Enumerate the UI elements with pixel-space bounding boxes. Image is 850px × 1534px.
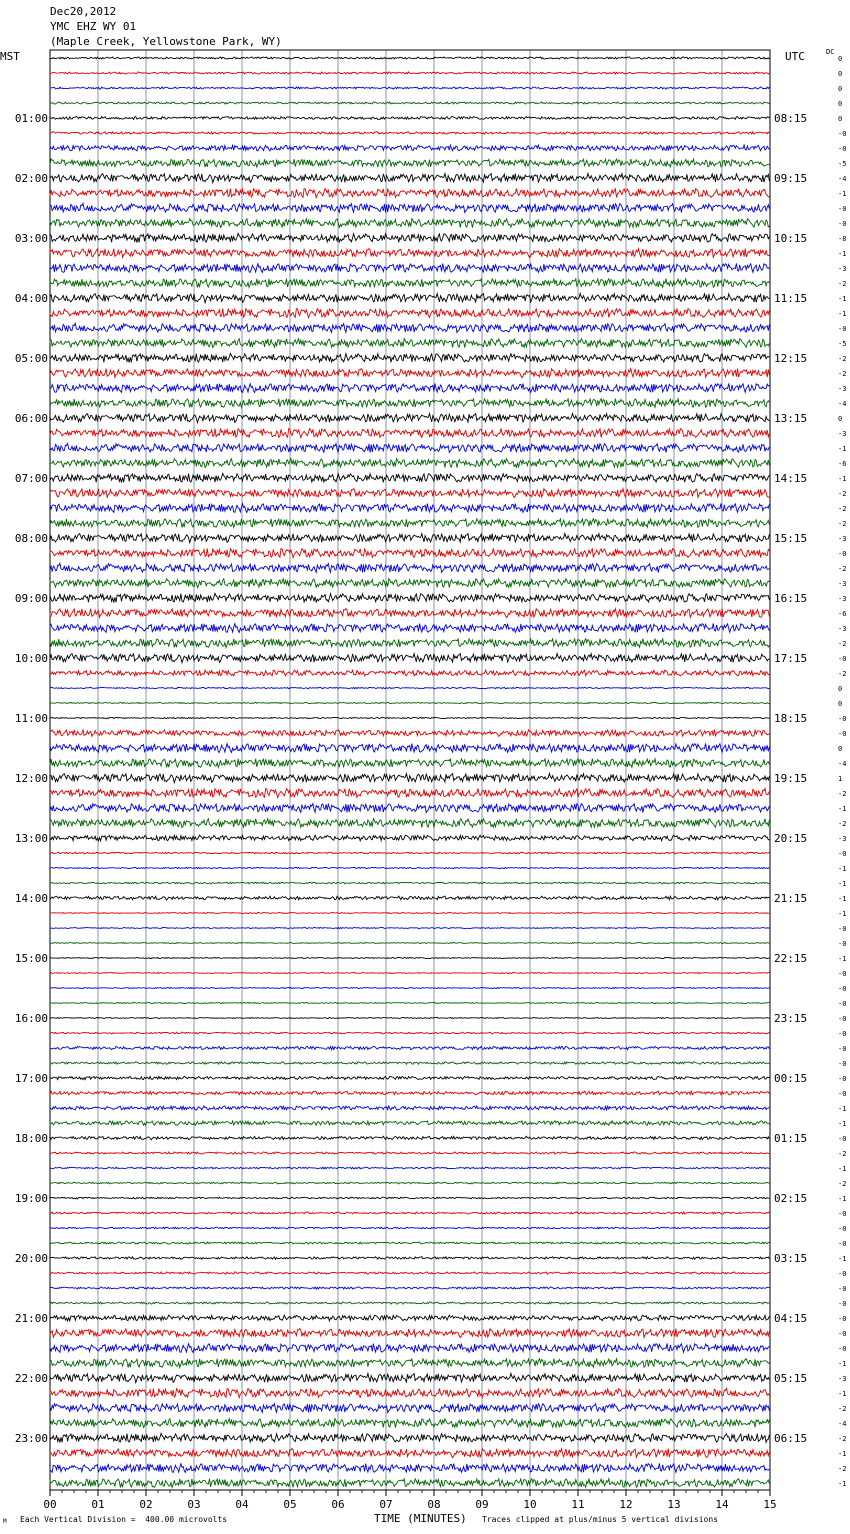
- dc-offset-label: -4: [838, 1420, 847, 1428]
- x-tick-label: 15: [763, 1498, 777, 1511]
- utc-hour-label: 06:15: [774, 1432, 808, 1445]
- dc-offset-label: -2: [838, 1150, 847, 1158]
- utc-hour-label: 09:15: [774, 172, 808, 185]
- mst-hour-label: 20:00: [14, 1252, 48, 1265]
- dc-offset-label: -0: [838, 1345, 847, 1353]
- x-axis-label: TIME (MINUTES): [374, 1512, 467, 1525]
- dc-offset-label: -6: [838, 460, 847, 468]
- seismic-trace: [50, 459, 769, 468]
- seismic-trace: [50, 912, 769, 913]
- x-tick-label: 07: [379, 1498, 393, 1511]
- mst-hour-label: 02:00: [14, 172, 48, 185]
- seismic-trace: [50, 1091, 769, 1095]
- dc-offset-label: -2: [838, 490, 847, 498]
- dc-offset-label: -3: [838, 1375, 847, 1383]
- dc-offset-label: -0: [838, 985, 847, 993]
- dc-offset-label: -1: [838, 910, 847, 918]
- seismic-trace: [50, 1433, 769, 1442]
- dc-offset-label: -3: [838, 430, 847, 438]
- mst-hour-label: 15:00: [14, 952, 48, 965]
- seismic-trace: [50, 1388, 769, 1397]
- dc-offset-label: -2: [838, 790, 847, 798]
- seismic-trace: [50, 145, 769, 151]
- seismic-trace: [50, 670, 769, 676]
- seismic-trace: [50, 972, 769, 973]
- seismic-trace: [50, 159, 769, 167]
- utc-hour-label: 14:15: [774, 472, 808, 485]
- seismic-trace: [50, 219, 769, 228]
- seismic-trace: [50, 609, 769, 618]
- dc-offset-label: 0: [838, 115, 843, 123]
- dc-offset-label: 0: [838, 85, 843, 93]
- dc-offset-label: -5: [838, 160, 847, 168]
- plot-date: Dec20,2012: [50, 5, 117, 18]
- seismic-trace: [50, 1046, 769, 1049]
- seismic-trace: [50, 1479, 769, 1488]
- dc-offset-label: -0: [838, 325, 847, 333]
- dc-offset-label: -2: [838, 520, 847, 528]
- dc-offset-label: -1: [838, 1450, 847, 1458]
- seismic-trace: [50, 323, 769, 332]
- x-tick-label: 04: [235, 1498, 249, 1511]
- dc-offset-label: -0: [838, 940, 847, 948]
- dc-offset-label: -0: [838, 1240, 847, 1248]
- seismic-trace: [50, 1167, 769, 1169]
- dc-offset-label: -2: [838, 640, 847, 648]
- x-tick-label: 12: [619, 1498, 633, 1511]
- seismic-trace: [50, 579, 769, 588]
- dc-offset-label: -0: [838, 205, 847, 213]
- seismic-trace: [50, 1136, 769, 1140]
- dc-offset-label: -8: [838, 235, 847, 243]
- right-timezone-label: UTC: [785, 50, 805, 63]
- utc-hour-label: 02:15: [774, 1192, 808, 1205]
- dc-offset-header: DC: [826, 48, 835, 56]
- scale-note: Each Vertical Division = 400.00 microvolts: [20, 1515, 228, 1524]
- seismic-trace: [50, 1197, 769, 1199]
- seismic-trace: [50, 882, 769, 884]
- utc-hour-label: 04:15: [774, 1312, 808, 1325]
- dc-offset-label: -1: [838, 1120, 847, 1128]
- seismic-trace: [50, 399, 769, 408]
- dc-offset-label: -1: [838, 895, 847, 903]
- dc-offset-label: -0: [838, 145, 847, 153]
- seismic-trace: [50, 443, 769, 452]
- seismic-trace: [50, 489, 769, 498]
- dc-offset-label: -0: [838, 715, 847, 723]
- dc-offset-label: -5: [838, 340, 847, 348]
- seismic-trace: [50, 702, 769, 703]
- utc-hour-label: 18:15: [774, 712, 808, 725]
- seismic-trace: [50, 473, 769, 482]
- utc-hour-label: 19:15: [774, 772, 808, 785]
- dc-offset-label: -2: [838, 820, 847, 828]
- dc-offset-label: -2: [838, 565, 847, 573]
- dc-offset-label: -1: [838, 295, 847, 303]
- x-tick-label: 10: [523, 1498, 537, 1511]
- seismic-trace: [50, 203, 769, 212]
- seismic-trace: [50, 1242, 769, 1244]
- mst-hour-label: 07:00: [14, 472, 48, 485]
- dc-offset-label: -3: [838, 385, 847, 393]
- dc-offset-label: -6: [838, 610, 847, 618]
- dc-offset-label: 0: [838, 700, 843, 708]
- dc-offset-label: -0: [838, 1330, 847, 1338]
- seismic-trace: [50, 189, 769, 198]
- seismic-trace: [50, 339, 769, 348]
- seismic-trace: [50, 1182, 769, 1184]
- seismic-trace: [50, 687, 769, 688]
- seismic-trace: [50, 1287, 769, 1289]
- dc-offset-label: 0: [838, 745, 843, 753]
- mst-hour-label: 04:00: [14, 292, 48, 305]
- mst-hour-label: 22:00: [14, 1372, 48, 1385]
- seismic-trace: [50, 896, 769, 900]
- seismic-trace: [50, 117, 769, 120]
- dc-offset-label: -1: [838, 1360, 847, 1368]
- seismic-trace: [50, 593, 769, 602]
- mst-hour-label: 13:00: [14, 832, 48, 845]
- dc-offset-label: 1: [838, 775, 843, 783]
- dc-offset-label: -0: [838, 850, 847, 858]
- dc-offset-label: -0: [838, 220, 847, 228]
- utc-hour-label: 08:15: [774, 112, 808, 125]
- dc-offset-label: -0: [838, 1285, 847, 1293]
- seismic-trace: [50, 867, 769, 868]
- seismic-trace: [50, 132, 769, 135]
- dc-offset-label: -0: [838, 1270, 847, 1278]
- seismic-trace: [50, 942, 769, 943]
- x-tick-label: 14: [715, 1498, 729, 1511]
- seismic-trace: [50, 927, 769, 928]
- dc-offset-label: -0: [838, 1060, 847, 1068]
- utc-hour-label: 22:15: [774, 952, 808, 965]
- seismic-trace: [50, 57, 769, 59]
- mst-hour-label: 09:00: [14, 592, 48, 605]
- seismic-trace: [50, 804, 769, 813]
- seismic-trace: [50, 72, 769, 74]
- seismic-trace: [50, 1106, 769, 1110]
- dc-offset-label: -1: [838, 865, 847, 873]
- dc-offset-label: -0: [838, 1090, 847, 1098]
- seismic-trace: [50, 279, 769, 288]
- dc-offset-label: -3: [838, 835, 847, 843]
- seismic-trace: [50, 743, 769, 752]
- seismic-trace: [50, 1121, 769, 1125]
- seismic-trace: [50, 835, 769, 841]
- dc-offset-label: -1: [838, 190, 847, 198]
- seismic-trace: [50, 1419, 769, 1428]
- dc-offset-label: -0: [838, 1225, 847, 1233]
- station-location: (Maple Creek, Yellowstone Park, WY): [50, 35, 282, 48]
- mst-hour-label: 14:00: [14, 892, 48, 905]
- corner-mark: M: [3, 1518, 7, 1525]
- seismic-trace: [50, 534, 769, 543]
- seismic-trace: [50, 987, 769, 988]
- seismic-trace: [50, 369, 769, 378]
- mst-hour-label: 05:00: [14, 352, 48, 365]
- seismic-trace: [50, 1212, 769, 1214]
- seismic-trace: [50, 852, 769, 854]
- dc-offset-label: -1: [838, 1255, 847, 1263]
- seismic-trace: [50, 353, 769, 362]
- dc-offset-label: -0: [838, 970, 847, 978]
- dc-offset-label: -0: [838, 1030, 847, 1038]
- seismic-trace: [50, 1257, 769, 1260]
- dc-offset-label: -2: [838, 355, 847, 363]
- dc-offset-label: 0: [838, 100, 843, 108]
- dc-offset-label: -0: [838, 730, 847, 738]
- utc-hour-label: 00:15: [774, 1072, 808, 1085]
- dc-offset-label: -1: [838, 880, 847, 888]
- dc-offset-label: -0: [838, 655, 847, 663]
- utc-hour-label: 20:15: [774, 832, 808, 845]
- dc-offset-label: -2: [838, 505, 847, 513]
- dc-offset-label: -0: [838, 1045, 847, 1053]
- seismic-trace: [50, 1002, 769, 1003]
- seismic-trace: [50, 623, 769, 632]
- seismic-trace: [50, 819, 769, 828]
- utc-hour-label: 15:15: [774, 532, 808, 545]
- dc-offset-label: 0: [838, 70, 843, 78]
- x-tick-label: 06: [331, 1498, 345, 1511]
- seismic-trace: [50, 519, 769, 528]
- dc-offset-label: -3: [838, 625, 847, 633]
- dc-offset-label: -1: [838, 1480, 847, 1488]
- mst-hour-label: 11:00: [14, 712, 48, 725]
- dc-offset-label: -0: [838, 925, 847, 933]
- seismic-trace: [50, 294, 769, 303]
- x-tick-label: 08: [427, 1498, 441, 1511]
- seismic-trace: [50, 1076, 769, 1079]
- dc-offset-label: -1: [838, 310, 847, 318]
- mst-hour-label: 16:00: [14, 1012, 48, 1025]
- dc-offset-label: -2: [838, 1180, 847, 1188]
- utc-hour-label: 10:15: [774, 232, 808, 245]
- dc-offset-label: -1: [838, 250, 847, 258]
- dc-offset-label: -2: [838, 1405, 847, 1413]
- dc-offset-label: -3: [838, 535, 847, 543]
- dc-offset-label: -0: [838, 1015, 847, 1023]
- station-code: YMC EHZ WY 01: [50, 20, 137, 33]
- seismic-trace: [50, 1315, 769, 1321]
- dc-offset-label: -1: [838, 805, 847, 813]
- dc-offset-label: -0: [838, 550, 847, 558]
- mst-hour-label: 12:00: [14, 772, 48, 785]
- seismic-trace: [50, 233, 769, 242]
- seismic-trace: [50, 1404, 769, 1413]
- dc-offset-label: -2: [838, 1465, 847, 1473]
- utc-hour-label: 11:15: [774, 292, 808, 305]
- utc-hour-label: 05:15: [774, 1372, 808, 1385]
- seismic-trace: [50, 174, 769, 183]
- x-tick-label: 03: [187, 1498, 201, 1511]
- dc-offset-label: -2: [838, 670, 847, 678]
- utc-hour-label: 12:15: [774, 352, 808, 365]
- seismic-trace: [50, 730, 769, 737]
- dc-offset-label: -1: [838, 1195, 847, 1203]
- dc-offset-label: -4: [838, 760, 847, 768]
- dc-offset-label: -2: [838, 1435, 847, 1443]
- mst-hour-label: 06:00: [14, 412, 48, 425]
- seismic-trace: [50, 957, 769, 958]
- x-tick-label: 13: [667, 1498, 681, 1511]
- mst-hour-label: 17:00: [14, 1072, 48, 1085]
- x-tick-label: 01: [91, 1498, 105, 1511]
- mst-hour-label: 08:00: [14, 532, 48, 545]
- seismic-trace: [50, 1329, 769, 1338]
- dc-offset-label: 0: [838, 415, 843, 423]
- seismic-trace: [50, 1152, 769, 1154]
- seismic-trace: [50, 639, 769, 648]
- seismic-trace: [50, 549, 769, 558]
- dc-offset-label: -1: [838, 1390, 847, 1398]
- dc-offset-label: -1: [838, 1105, 847, 1113]
- mst-hour-label: 19:00: [14, 1192, 48, 1205]
- seismic-trace: [50, 383, 769, 392]
- seismic-trace: [50, 788, 769, 797]
- dc-offset-label: -0: [838, 1075, 847, 1083]
- x-tick-label: 05: [283, 1498, 297, 1511]
- seismic-trace: [50, 87, 769, 89]
- dc-offset-label: -0: [838, 1000, 847, 1008]
- seismic-trace: [50, 429, 769, 438]
- dc-offset-label: -0: [838, 1300, 847, 1308]
- dc-offset-label: -0: [838, 1315, 847, 1323]
- utc-hour-label: 23:15: [774, 1012, 808, 1025]
- utc-hour-label: 16:15: [774, 592, 808, 605]
- mst-hour-label: 18:00: [14, 1132, 48, 1145]
- mst-hour-label: 23:00: [14, 1432, 48, 1445]
- dc-offset-label: -0: [838, 1135, 847, 1143]
- clip-note: Traces clipped at plus/minus 5 vertical divisions: [482, 1515, 719, 1524]
- utc-hour-label: 17:15: [774, 652, 808, 665]
- seismic-trace: [50, 503, 769, 512]
- mst-hour-label: 01:00: [14, 112, 48, 125]
- seismic-trace: [50, 1017, 769, 1018]
- left-timezone-label: MST: [0, 50, 20, 63]
- seismic-trace: [50, 717, 769, 718]
- mst-hour-label: 21:00: [14, 1312, 48, 1325]
- dc-offset-label: 0: [838, 55, 843, 63]
- dc-offset-label: -0: [838, 130, 847, 138]
- seismic-trace: [50, 759, 769, 768]
- dc-offset-label: -2: [838, 280, 847, 288]
- seismic-trace: [50, 309, 769, 318]
- utc-hour-label: 01:15: [774, 1132, 808, 1145]
- seismic-trace: [50, 414, 769, 423]
- seismic-trace: [50, 1272, 769, 1274]
- seismic-trace: [50, 563, 769, 572]
- seismic-trace: [50, 654, 769, 663]
- seismic-trace: [50, 102, 769, 104]
- x-tick-label: 11: [571, 1498, 585, 1511]
- seismic-trace: [50, 1032, 769, 1034]
- dc-offset-label: -0: [838, 1210, 847, 1218]
- seismic-trace: [50, 1374, 769, 1383]
- seismic-trace: [50, 1449, 769, 1458]
- dc-offset-label: -3: [838, 595, 847, 603]
- dc-offset-label: -1: [838, 445, 847, 453]
- dc-offset-label: -1: [838, 1165, 847, 1173]
- dc-offset-label: -4: [838, 175, 847, 183]
- seismic-trace: [50, 774, 769, 783]
- dc-offset-label: -4: [838, 400, 847, 408]
- seismic-trace: [50, 249, 769, 258]
- dc-offset-label: -3: [838, 580, 847, 588]
- dc-offset-label: -1: [838, 955, 847, 963]
- seismic-trace: [50, 263, 769, 272]
- dc-offset-label: -1: [838, 475, 847, 483]
- x-tick-label: 00: [43, 1498, 57, 1511]
- x-tick-label: 09: [475, 1498, 489, 1511]
- utc-hour-label: 21:15: [774, 892, 808, 905]
- mst-hour-label: 03:00: [14, 232, 48, 245]
- dc-offset-label: -3: [838, 265, 847, 273]
- x-tick-label: 02: [139, 1498, 153, 1511]
- utc-hour-label: 13:15: [774, 412, 808, 425]
- seismic-trace: [50, 1227, 769, 1229]
- mst-hour-label: 10:00: [14, 652, 48, 665]
- utc-hour-label: 03:15: [774, 1252, 808, 1265]
- dc-offset-label: 0: [838, 685, 843, 693]
- seismic-trace: [50, 1343, 769, 1352]
- seismic-trace: [50, 1302, 769, 1304]
- seismic-trace: [50, 1463, 769, 1472]
- seismic-trace: [50, 1359, 769, 1368]
- dc-offset-label: -2: [838, 370, 847, 378]
- seismic-trace: [50, 1062, 769, 1065]
